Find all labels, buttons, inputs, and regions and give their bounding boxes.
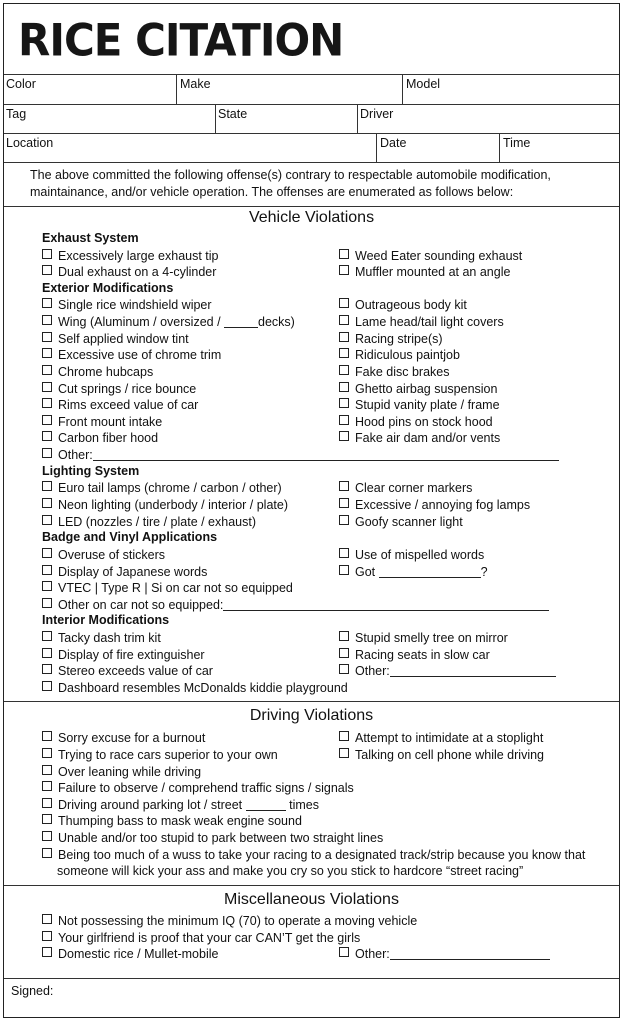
- date-field[interactable]: Date: [380, 136, 407, 150]
- checkbox-item[interactable]: Racing stripe(s): [339, 331, 443, 347]
- checkbox[interactable]: [42, 365, 52, 375]
- checkbox[interactable]: [42, 448, 52, 458]
- checkbox[interactable]: [339, 265, 349, 275]
- checkbox-item[interactable]: Ghetto airbag suspension: [339, 381, 497, 397]
- tag-field[interactable]: Tag: [6, 107, 27, 121]
- checkbox-item[interactable]: Display of fire extinguisher: [42, 647, 205, 663]
- checkbox[interactable]: [42, 348, 52, 358]
- checkbox[interactable]: [339, 415, 349, 425]
- checkbox-item[interactable]: Self applied window tint: [42, 331, 189, 347]
- checkbox-item[interactable]: Chrome hubcaps: [42, 364, 153, 380]
- divider: [4, 74, 619, 75]
- checkbox[interactable]: [42, 382, 52, 392]
- checkbox[interactable]: [42, 565, 52, 575]
- checkbox-item[interactable]: Fake disc brakes: [339, 364, 449, 380]
- checkbox[interactable]: [339, 398, 349, 408]
- checkbox-item[interactable]: Neon lighting (underbody / interior / plate): [42, 497, 288, 513]
- checkbox-item[interactable]: Domestic rice / Mullet-mobile: [42, 946, 218, 962]
- section-heading: Vehicle Violations: [248, 209, 375, 226]
- checkbox[interactable]: [339, 431, 349, 441]
- checkbox[interactable]: [42, 798, 52, 808]
- subheading: Lighting System: [42, 464, 140, 478]
- location-field[interactable]: Location: [6, 136, 54, 150]
- checkbox[interactable]: [339, 565, 349, 575]
- checkbox[interactable]: [42, 581, 52, 591]
- checkbox[interactable]: [42, 914, 52, 924]
- divider: [4, 701, 619, 702]
- checkbox-item[interactable]: Stereo exceeds value of car: [42, 663, 213, 679]
- checkbox-item[interactable]: Over leaning while driving: [42, 764, 201, 780]
- subheading: Exterior Modifications: [42, 281, 174, 295]
- checkbox[interactable]: [339, 382, 349, 392]
- checkbox[interactable]: [42, 648, 52, 658]
- divider: [376, 133, 377, 162]
- checkbox[interactable]: [42, 431, 52, 441]
- checkbox-item[interactable]: Your girlfriend is proof that your car CAN’T get the girls: [42, 930, 360, 946]
- checkbox-item[interactable]: Rims exceed value of car: [42, 397, 198, 413]
- checkbox-item[interactable]: Hood pins on stock hood: [339, 414, 493, 430]
- checkbox-item[interactable]: Racing seats in slow car: [339, 647, 490, 663]
- checkbox[interactable]: [339, 365, 349, 375]
- checkbox-item[interactable]: Excessive use of chrome trim: [42, 347, 221, 363]
- divider: [215, 104, 216, 133]
- section-heading: Miscellaneous Violations: [224, 891, 399, 908]
- checkbox-item[interactable]: Other:: [339, 663, 556, 679]
- item-continuation: someone will kick your ass and make you cry so you stick to hardcore “street racing”: [57, 864, 524, 878]
- divider: [4, 206, 619, 207]
- checkbox-item[interactable]: Other:: [339, 946, 550, 962]
- checkbox[interactable]: [42, 548, 52, 558]
- checkbox-item[interactable]: Tacky dash trim kit: [42, 630, 161, 646]
- checkbox-item[interactable]: Single rice windshield wiper: [42, 297, 212, 313]
- checkbox-item[interactable]: Overuse of stickers: [42, 547, 165, 563]
- checkbox-item[interactable]: Euro tail lamps (chrome / carbon / other): [42, 480, 282, 496]
- checkbox[interactable]: [42, 831, 52, 841]
- checkbox[interactable]: [42, 249, 52, 259]
- form-title: RICE CITATION: [18, 14, 344, 67]
- checkbox-item[interactable]: Cut springs / rice bounce: [42, 381, 196, 397]
- divider: [4, 978, 619, 979]
- checkbox-item[interactable]: Thumping bass to mask weak engine sound: [42, 813, 302, 829]
- subheading: Exhaust System: [42, 231, 139, 245]
- checkbox-item[interactable]: Dual exhaust on a 4-cylinder: [42, 264, 216, 280]
- checkbox-item[interactable]: Fake air dam and/or vents: [339, 430, 500, 446]
- checkbox[interactable]: [42, 265, 52, 275]
- checkbox[interactable]: [42, 664, 52, 674]
- subheading: Badge and Vinyl Applications: [42, 530, 218, 544]
- checkbox[interactable]: [42, 681, 52, 691]
- divider: [4, 133, 619, 134]
- checkbox[interactable]: [339, 481, 349, 491]
- checkbox-item[interactable]: Being too much of a wuss to take your racing to a designated track/strip because you know that: [42, 847, 585, 863]
- checkbox-item[interactable]: Wing (Aluminum / oversized / decks): [42, 314, 295, 330]
- checkbox[interactable]: [339, 332, 349, 342]
- checkbox-item[interactable]: Lame head/tail light covers: [339, 314, 504, 330]
- divider: [357, 104, 358, 133]
- checkbox-item[interactable]: Ridiculous paintjob: [339, 347, 460, 363]
- checkbox[interactable]: [42, 781, 52, 791]
- checkbox[interactable]: [339, 731, 349, 741]
- checkbox[interactable]: [42, 631, 52, 641]
- checkbox-item[interactable]: Attempt to intimidate at a stoplight: [339, 730, 543, 746]
- checkbox[interactable]: [339, 947, 349, 957]
- section-heading: Driving Violations: [249, 707, 374, 724]
- checkbox-item[interactable]: Failure to observe / comprehend traffic signs / signals: [42, 780, 354, 796]
- checkbox[interactable]: [42, 332, 52, 342]
- checkbox-item[interactable]: Got ?: [339, 564, 488, 580]
- checkbox[interactable]: [42, 765, 52, 775]
- checkbox-item[interactable]: Dashboard resembles McDonalds kiddie playground: [42, 680, 348, 696]
- time-field[interactable]: Time: [503, 136, 531, 150]
- checkbox-item[interactable]: Unable and/or too stupid to park between two straight lines: [42, 830, 383, 846]
- signed-field[interactable]: Signed:: [11, 984, 54, 998]
- checkbox[interactable]: [339, 298, 349, 308]
- checkbox-item[interactable]: Other on car not so equipped:: [42, 597, 549, 613]
- divider: [402, 74, 403, 104]
- checkbox-item[interactable]: Driving around parking lot / street times: [42, 797, 319, 813]
- make-field[interactable]: Make: [180, 77, 211, 91]
- checkbox[interactable]: [339, 348, 349, 358]
- checkbox[interactable]: [42, 814, 52, 824]
- subheading: Interior Modifications: [42, 613, 170, 627]
- divider: [4, 162, 619, 163]
- divider: [499, 133, 500, 162]
- checkbox[interactable]: [339, 748, 349, 758]
- checkbox-item[interactable]: Display of Japanese words: [42, 564, 207, 580]
- divider: [176, 74, 177, 104]
- checkbox[interactable]: [42, 748, 52, 758]
- checkbox[interactable]: [42, 731, 52, 741]
- checkbox[interactable]: [339, 664, 349, 674]
- checkbox[interactable]: [42, 848, 52, 858]
- checkbox-item[interactable]: Excessively large exhaust tip: [42, 248, 219, 264]
- checkbox-item[interactable]: Stupid smelly tree on mirror: [339, 630, 508, 646]
- checkbox[interactable]: [42, 931, 52, 941]
- checkbox-item[interactable]: Stupid vanity plate / frame: [339, 397, 500, 413]
- checkbox-item[interactable]: Goofy scanner light: [339, 514, 463, 530]
- divider: [4, 104, 619, 105]
- checkbox-item[interactable]: Carbon fiber hood: [42, 430, 158, 446]
- checkbox[interactable]: [339, 249, 349, 259]
- checkbox-item[interactable]: Talking on cell phone while driving: [339, 747, 544, 763]
- checkbox[interactable]: [339, 315, 349, 325]
- checkbox[interactable]: [42, 415, 52, 425]
- checkbox[interactable]: [42, 315, 52, 325]
- driver-field[interactable]: Driver: [360, 107, 394, 121]
- checkbox-item[interactable]: Trying to race cars superior to your own: [42, 747, 278, 763]
- color-field[interactable]: Color: [6, 77, 36, 91]
- checkbox[interactable]: [42, 598, 52, 608]
- checkbox[interactable]: [42, 298, 52, 308]
- checkbox-item[interactable]: Sorry excuse for a burnout: [42, 730, 205, 746]
- checkbox[interactable]: [339, 548, 349, 558]
- checkbox[interactable]: [339, 515, 349, 525]
- checkbox[interactable]: [339, 498, 349, 508]
- checkbox[interactable]: [42, 481, 52, 491]
- checkbox[interactable]: [42, 515, 52, 525]
- checkbox-item[interactable]: Use of mispelled words: [339, 547, 484, 563]
- checkbox[interactable]: [42, 498, 52, 508]
- checkbox[interactable]: [42, 947, 52, 957]
- checkbox-item[interactable]: Excessive / annoying fog lamps: [339, 497, 530, 513]
- citation-form: [3, 3, 620, 1018]
- checkbox-item[interactable]: Front mount intake: [42, 414, 162, 430]
- checkbox-item[interactable]: Clear corner markers: [339, 480, 472, 496]
- checkbox-item[interactable]: VTEC | Type R | Si on car not so equipped: [42, 580, 293, 596]
- checkbox-item[interactable]: LED (nozzles / tire / plate / exhaust): [42, 514, 256, 530]
- state-field[interactable]: State: [218, 107, 248, 121]
- checkbox[interactable]: [339, 631, 349, 641]
- checkbox-item[interactable]: Muffler mounted at an angle: [339, 264, 510, 280]
- intro-text: The above committed the following offense(s) contrary to respectable automobile modification, maintainance, and/or vehicle operation. The offenses are enumerated as follows below:: [30, 168, 551, 199]
- checkbox-item[interactable]: Not possessing the minimum IQ (70) to operate a moving vehicle: [42, 913, 417, 929]
- checkbox-item[interactable]: Weed Eater sounding exhaust: [339, 248, 522, 264]
- checkbox[interactable]: [339, 648, 349, 658]
- checkbox-item[interactable]: Outrageous body kit: [339, 297, 467, 313]
- model-field[interactable]: Model: [406, 77, 441, 91]
- checkbox-item[interactable]: Other:: [42, 447, 559, 463]
- divider: [4, 885, 619, 886]
- checkbox[interactable]: [42, 398, 52, 408]
